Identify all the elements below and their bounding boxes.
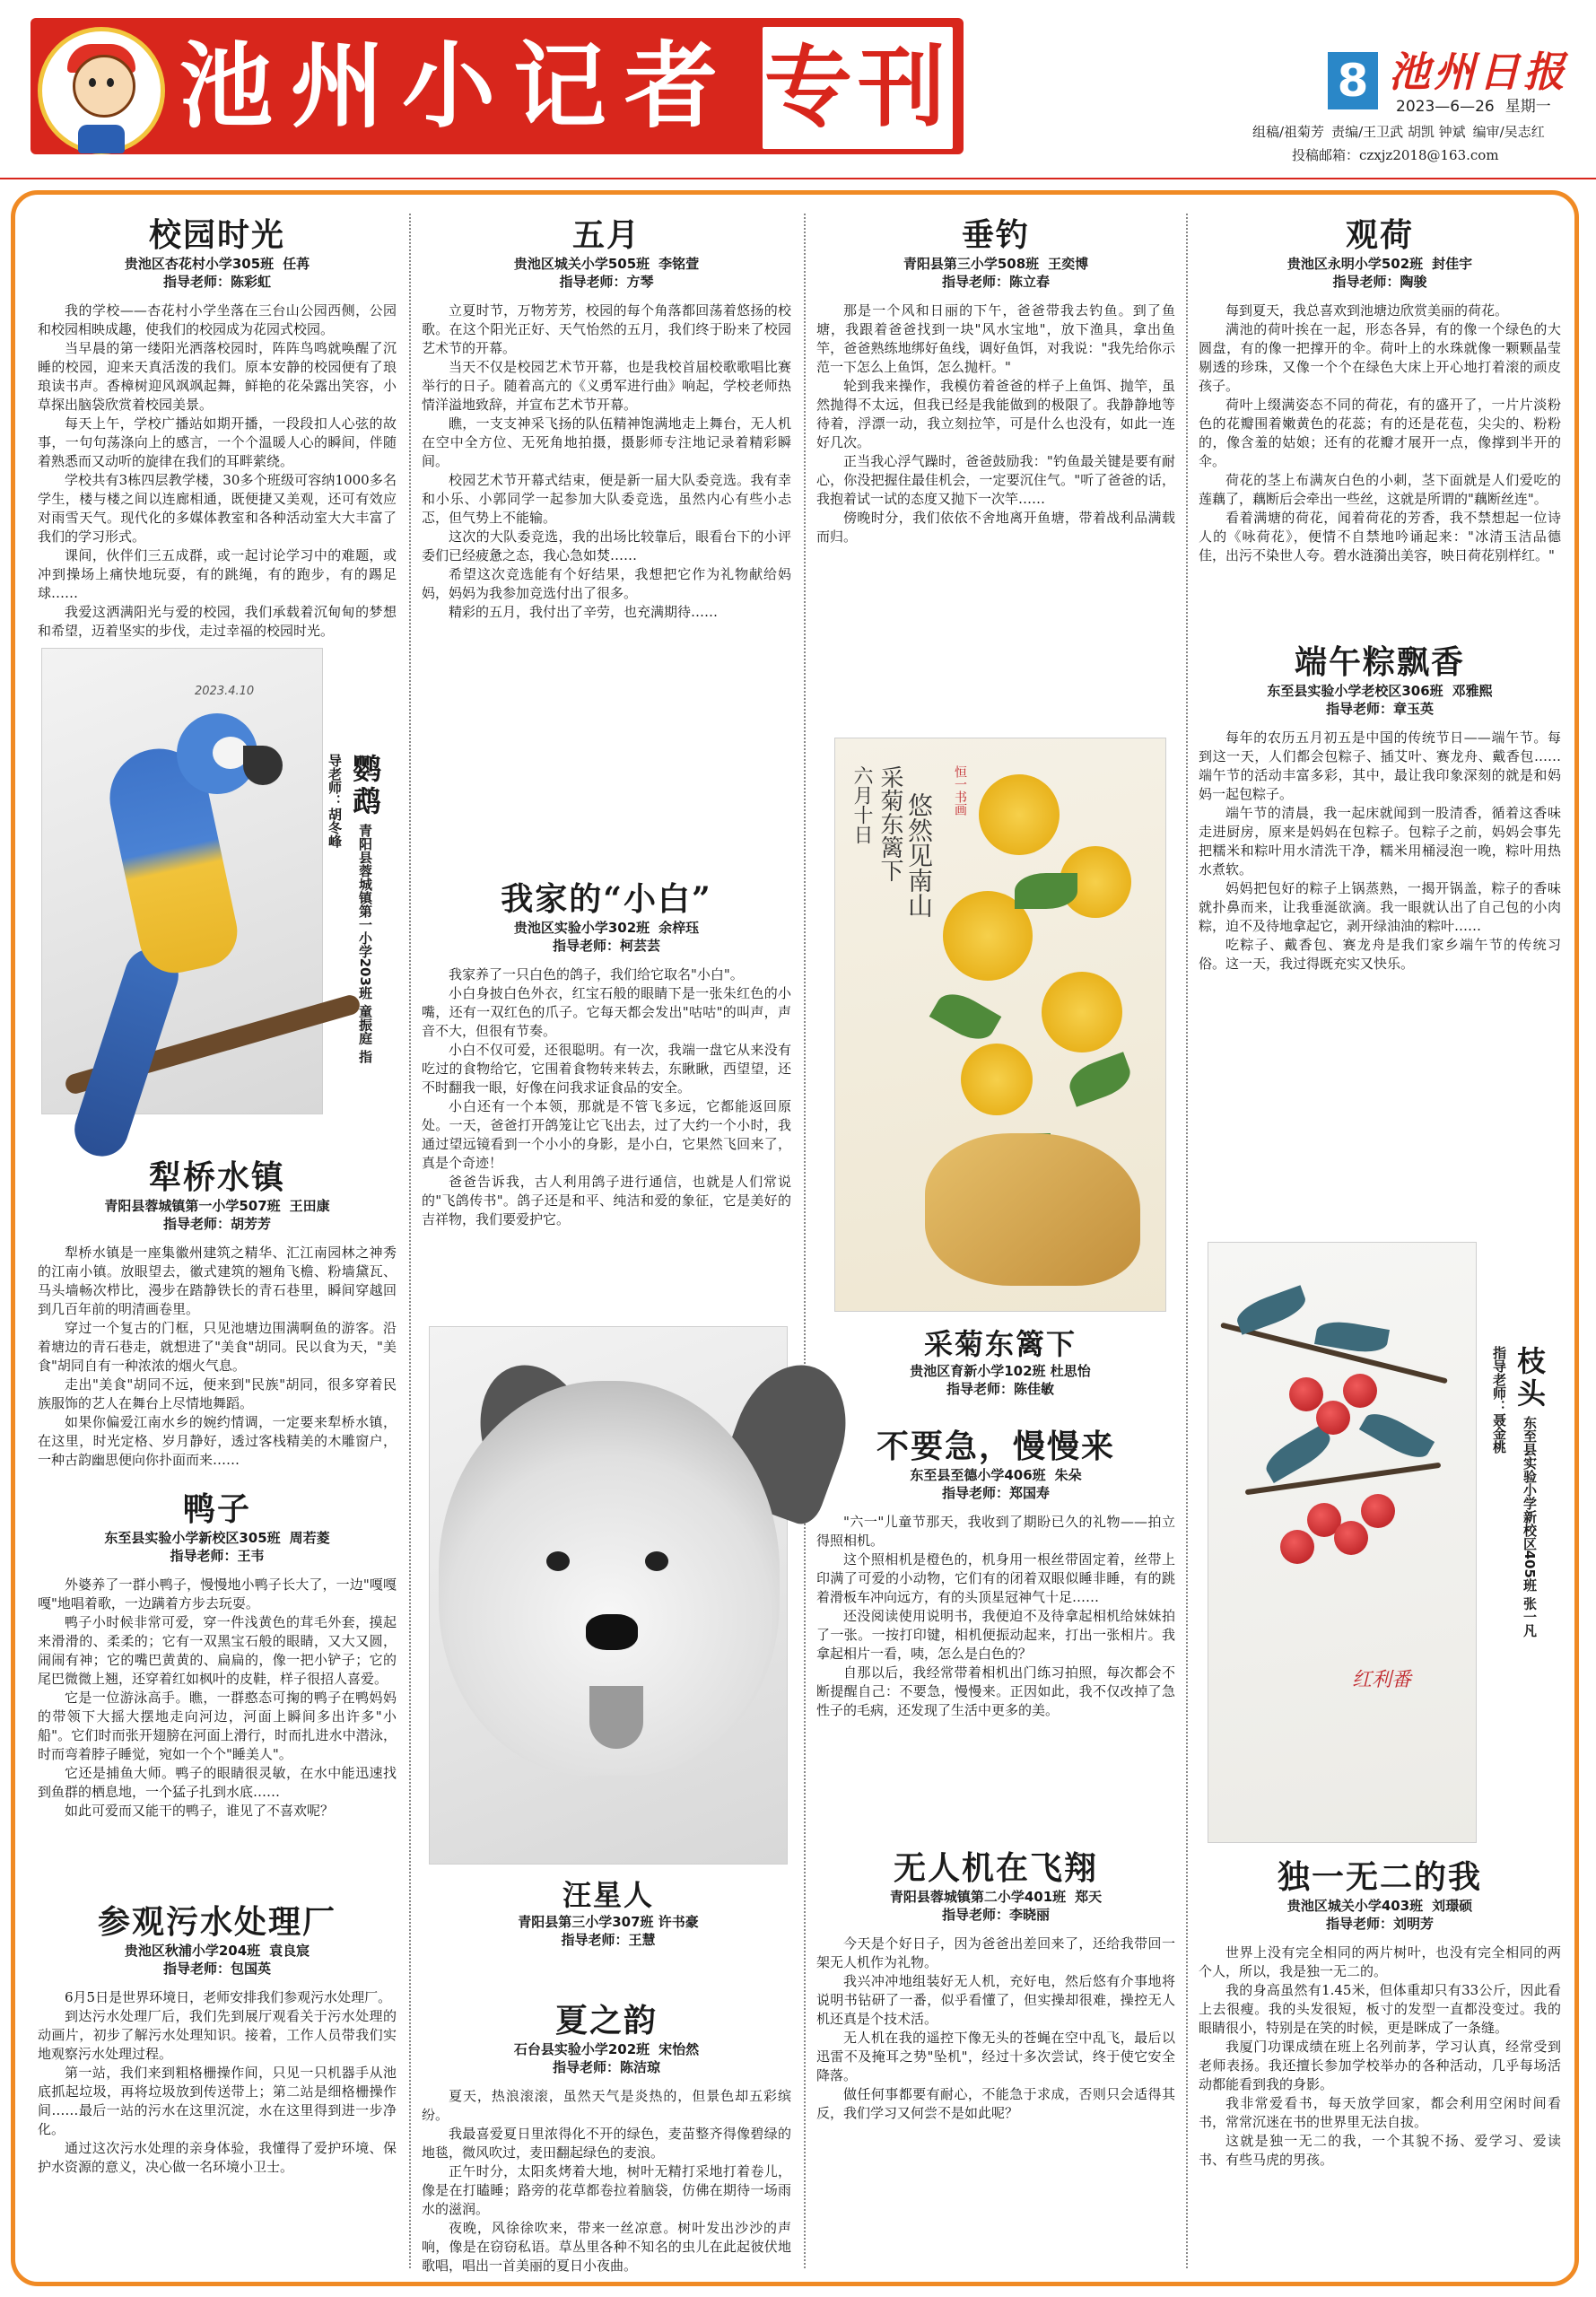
illustration-lychee-branch xyxy=(1208,1242,1477,1843)
paragraph: 我家养了一只白色的鸽子，我们给它取名"小白"。 xyxy=(449,966,744,983)
paragraph: 看着满塘的荷花，闻着荷花的芳香，我不禁想起一位诗人的《咏荷花》，便情不自禁地吟诵起来："冰清玉洁品德佳，出污不染世人夸。碧水涟漪出美容，映日荷花别样红。" xyxy=(1199,510,1561,563)
paragraph: 这次的大队委竞选，我的出场比较靠后，眼看台下的小评委们已经疲惫之态，我心急如焚…… xyxy=(422,528,791,563)
paragraph: 第一站，我们来到粗格栅操作间，只见一只机器手从池底抓起垃圾，再将垃圾放到传送带上；第二站是细格栅操作间……最后一站的污水在这里沉淀，水在这里得到进一步净化。 xyxy=(38,2065,397,2137)
article-body xyxy=(1199,301,1561,565)
paragraph: 校园艺术节开幕式结束，便是新一届大队委竞选。我有幸和小乐、小郭同学一起参加大队委竞选，虽然内心有些小忐忑，但气势上不能输。 xyxy=(422,472,791,526)
staff-duty: 责编/王卫武 胡凯 钟斌 xyxy=(1331,124,1466,140)
article-body xyxy=(38,301,397,641)
article-body xyxy=(38,1576,397,1821)
paragraph: 夏天，热浪滚滚，虽然天气是炎热的，但景色却五彩缤纷。 xyxy=(422,2088,791,2123)
artwork-signature: 2023.4.10 xyxy=(195,685,255,698)
article-title: 垂钓 xyxy=(961,216,1030,254)
paragraph: 小白还有一个本领，那就是不管飞多远，它都能返回原处。一天，爸爸打开鸽笼让它飞出去，过了大约一个小时，我通过望远镜看到一个小小的身影，是小白，它果然飞回来了，真是个奇迹！ xyxy=(422,1098,791,1171)
article xyxy=(38,215,397,655)
paragraph: 每到夏天，我总喜欢到池塘边欣赏美丽的荷花。 xyxy=(1225,302,1509,319)
article-byline: 石台县实验小学202班 宋怡然 xyxy=(513,2041,700,2057)
article xyxy=(1199,215,1561,637)
article-title: 不要急，慢慢来 xyxy=(876,1428,1115,1465)
paragraph: 它还是捕鱼大师。鸭子的眼睛很灵敏，在水中能迅速找到鱼群的栖息地，一个猛子扎到水底…… xyxy=(38,1765,397,1800)
column-divider xyxy=(1186,214,1188,2268)
paragraph: 夜晚，风徐徐吹来，带来一丝凉意。树叶发出沙沙的声响，像是在窃窃私语。草丛里各种不知名的虫儿在此起彼伏地歌唱，唱出一首美丽的夏日小夜曲。 xyxy=(422,2220,791,2274)
paragraph: 正午时分，太阳炙烤着大地，树叶无精打采地打着卷儿，像是在打瞌睡；路旁的花草都卷拉着脑袋，仿佛在期待一场雨水的滋润。 xyxy=(422,2163,791,2217)
article-advisor: 指导老师：方琴 xyxy=(559,274,654,290)
article-title: 独一无二的我 xyxy=(1277,1858,1482,1896)
article-advisor: 指导老师：李晓丽 xyxy=(941,1907,1050,1923)
illustration-caption xyxy=(1489,1346,1550,1651)
paragraph: 6月5日是世界环境日，老师安排我们参观污水处理厂。 xyxy=(65,1989,392,2005)
article-advisor: 指导老师：柯芸芸 xyxy=(552,938,660,954)
article-body xyxy=(816,1513,1175,1720)
article-advisor: 指导老师：王韦 xyxy=(170,1548,265,1564)
illustration-title: 汪星人 xyxy=(562,1878,654,1912)
illustration-byline: 贵池区育新小学102班 杜思怡 xyxy=(910,1363,1091,1379)
paragraph: 如果你偏爱江南水乡的婉约情调，一定要来犁桥水镇，在这里，时光定格、岁月静好，透过客栈精美的木雕窗户，一种古韵幽思便向你扑面而来…… xyxy=(38,1414,397,1468)
paragraph: 自那以后，我经常带着相机出门练习拍照，每次都会不断提醒自己：不要急，慢慢来。正因如此，我不仅改掉了急性子的毛病，还发现了生活中更多的美。 xyxy=(816,1664,1175,1718)
staff-design: 编审/吴志红 xyxy=(1472,124,1545,140)
article-byline: 贵池区秋浦小学204班 袁良宸 xyxy=(124,1943,310,1959)
paragraph: 它是一位游泳高手。瞧，一群憨态可掬的鸭子在鸭妈妈的带领下大摇大摆地走向河边，河面上瞬间多出许多"小船"。它们时而张开翅膀在河面上滑行，时而扎进水中潜泳，时而弯着脖子睡觉，宛如一个个"睡美人"。 xyxy=(38,1690,397,1762)
section-label: 专刊 xyxy=(759,23,956,153)
article-title: 校园时光 xyxy=(148,216,285,254)
paragraph: 精彩的五月，我付出了辛劳，也充满期待…… xyxy=(449,604,719,620)
illustration-caption xyxy=(834,1326,1166,1398)
paragraph: 我的学校——杏花村小学坐落在三台山公园西侧，公园和校园相映成趣，使我们的校园成为花园式校园。 xyxy=(38,302,397,337)
paragraph: 每天上午，学校广播站如期开播，一段段扣人心弦的故事，一句句荡涤向上的感言，一个个温暖人心的瞬间，伴随着熟悉而又动听的旋律在我们的耳畔萦绕。 xyxy=(38,415,397,469)
article-body xyxy=(38,1988,397,2177)
illustration-advisor: 指导老师：陈佳敏 xyxy=(946,1381,1054,1397)
weekday-text: 星期一 xyxy=(1504,98,1551,116)
paragraph: 到达污水处理厂后，我们先到展厅观看关于污水处理的动画片，初步了解污水处理知识。接着，工作人员带我们实地观察污水处理过程。 xyxy=(38,2008,397,2062)
article xyxy=(1199,1857,1561,2270)
illustration-caption xyxy=(325,754,386,1077)
article-byline: 东至县至德小学406班 朱朵 xyxy=(910,1467,1082,1483)
paragraph: 做任何事都要有耐心，不能急于求成，否则只会适得其反，我们学习又何尝不是如此呢？ xyxy=(816,2086,1175,2121)
column-divider xyxy=(804,214,806,2268)
paragraph: 荷花的茎上布满灰白色的小刺，茎下面就是人们爱吃的莲藕了，藕断后会牵出一些丝，这就是所谓的"藕断丝连"。 xyxy=(1199,472,1561,507)
article-advisor: 指导老师：郑国寿 xyxy=(941,1485,1050,1501)
paragraph: 轮到我来操作，我模仿着爸爸的样子上鱼饵、抛竿，虽然抛得不太远，但我已经是我能做到的极限了。我静静地等待着，浮漂一动，我立刻拉竿，可是什么也没有，如此一连好几次。 xyxy=(816,378,1175,450)
artwork-seal: 恒一书画 xyxy=(953,765,967,816)
paragraph: 荷叶上缀满姿态不同的荷花，有的盛开了，一片片淡粉色的花瓣围着嫩黄色的花蕊；有的还是花苞，尖尖的、粉粉的，像含羞的姑娘；还有的花瓣才展开一点，像撑到半开的伞。 xyxy=(1199,397,1561,469)
illustration-chrysanthemum xyxy=(834,738,1166,1312)
paragraph: 瞧，一支支神采飞扬的队伍精神饱满地走上舞台，无人机在空中全方位、无死角地拍摄，摄影师专注地记录着精彩瞬间。 xyxy=(422,415,791,469)
paragraph: 鸭子小时候非常可爱，穿一件浅黄色的茸毛外套，摸起来滑滑的、柔柔的；它有一双黑宝石般的眼睛，又大又圆，闹闹有神；它的嘴巴黄黄的、扁扁的，像一把小铲子；它的尾巴微微上翘，还穿着红如枫叶的皮鞋，样子很招人喜爱。 xyxy=(38,1614,397,1687)
illustration-author: 童振庭 xyxy=(357,1004,373,1045)
paragraph: 我最喜爱夏日里浓得化不开的绿色，麦苗整齐得像碧绿的地毯，微风吹过，麦田翻起绿色的麦浪。 xyxy=(422,2126,791,2161)
paragraph: 立夏时节，万物芳芳，校园的每个角落都回荡着悠扬的校歌。在这个阳光正好、天气怡然的五月，我们终于盼来了校园艺术节的开幕。 xyxy=(422,302,791,356)
article-byline: 贵池区永明小学502班 封佳宇 xyxy=(1286,256,1473,272)
paragraph: 当天不仅是校园艺术节开幕，也是我校首届校歌歌唱比赛举行的日子。随着高亢的《义勇军进行曲》响起，学校老师热情洋溢地致辞，并宣布艺术节开幕。 xyxy=(422,359,791,413)
masthead-title: 池州小记者 xyxy=(179,31,737,141)
paragraph: 世界上没有完全相同的两片树叶，也没有完全相同的两个人，所以，我是独一无二的。 xyxy=(1199,1944,1561,1979)
mascot-reporter-icon xyxy=(38,27,165,154)
masthead-rule xyxy=(0,178,1596,179)
article xyxy=(422,2001,791,2274)
paragraph: 我厦门功课成绩在班上名列前茅，学习认真，经常受到老师表扬。我还擅长参加学校举办的各种活动，几乎每场活动都能看到我的身影。 xyxy=(1199,2039,1561,2092)
article-byline: 贵池区城关小学505班 李铭萱 xyxy=(513,256,700,272)
illustration-caption xyxy=(429,1877,788,1949)
paragraph: 正当我心浮气躁时，爸爸鼓励我："钓鱼最关键是要有耐心，你没把握住最佳机会，一定要沉住气。"听了爸爸的话，我抱着试一试的态度又抛下一次竿…… xyxy=(816,453,1175,507)
article-title: 无人机在飞翔 xyxy=(893,1849,1098,1887)
column-divider xyxy=(409,214,411,2268)
paragraph: 还没阅读使用说明书，我便迫不及待拿起相机给妹妹拍了一张。一按打印键，相机便振动起来，打出一张相片。我拿起相片一看，咦，怎么是白色的？ xyxy=(816,1608,1175,1662)
article xyxy=(1199,642,1561,1226)
artwork-inscription: 采菊东篱下 xyxy=(876,765,903,882)
paragraph: 傍晚时分，我们依依不舍地离开鱼塘，带着战利品满载而归。 xyxy=(816,510,1175,545)
paragraph: 我爱这洒满阳光与爱的校园，我们承载着沉甸甸的梦想和希望，迈着坚实的步伐，走过幸福的校园时光。 xyxy=(38,604,397,639)
artwork-inscription-date: 六月十日 xyxy=(850,765,873,844)
staff-editors: 组稿/祖菊芳 xyxy=(1252,124,1325,140)
staff-credits xyxy=(1252,122,1593,141)
article-title: 夏之韵 xyxy=(554,2002,658,2039)
article-body xyxy=(816,1935,1175,2123)
article xyxy=(38,1157,397,1468)
paragraph: 那是一个风和日丽的下午，爸爸带我去钓鱼。到了鱼塘，我跟着爸爸找到一块"风水宝地"，放下渔具，拿出鱼竿，爸爸熟练地绑好鱼线，调好鱼饵，对我说："我先给你示范一下怎么上鱼饵，怎么抛杆。" xyxy=(816,302,1175,375)
paragraph: "六一"儿童节那天，我收到了期盼已久的礼物——拍立得照相机。 xyxy=(816,1514,1175,1549)
article-title: 五月 xyxy=(571,216,641,254)
article-body xyxy=(816,301,1175,546)
article-advisor: 指导老师：包国英 xyxy=(162,1961,271,1977)
paragraph: 小白不仅可爱，还很聪明。有一次，我端一盘它从来没有吃过的食物给它，它围着食物转来转去，东瞅瞅，西望望，还不时翻我一眼，好像在问我求证食品的安全。 xyxy=(422,1042,791,1096)
illustration-author: 张一凡 xyxy=(1522,1596,1538,1638)
illustration-title: 枝头 xyxy=(1513,1346,1547,1411)
paragraph: 我非常爱看书，每天放学回家，都会利用空闲时间看书，常常沉迷在书的世界里无法自拔。 xyxy=(1199,2095,1561,2130)
article-advisor: 指导老师：刘明芳 xyxy=(1325,1916,1434,1932)
article xyxy=(816,1848,1175,2270)
submission-email: 投稿邮箱：czxjz2018@163.com xyxy=(1292,147,1499,163)
article-byline: 青阳县蓉城镇第一小学507班 王田康 xyxy=(104,1198,330,1214)
paragraph: 通过这次污水处理的亲身体验，我懂得了爱护环境、保护水资源的意义，决心做一名环境小卫士。 xyxy=(38,2140,397,2175)
paragraph: 希望这次竞选能有个好结果，我想把它作为礼物献给妈妈，妈妈为我参加竞选付出了很多。 xyxy=(422,566,791,601)
publication-date xyxy=(1396,93,1593,116)
article-title: 我家的“小白” xyxy=(501,880,712,918)
paragraph: 课间，伙伴们三五成群，或一起讨论学习中的难题，或冲到操场上痛快地玩耍，有的跳绳，有的跑步，有的踢足球…… xyxy=(38,547,397,601)
article-body xyxy=(38,1244,397,1470)
paragraph: 这个照相机是橙色的，机身用一根丝带固定着，丝带上印满了可爱的小动物，它们有的闭着双眼似睡非睡，有的跳着滑板车冲向远方，有的头顶星冠神气十足…… xyxy=(816,1551,1175,1605)
article xyxy=(816,1427,1175,1830)
illustration-dog xyxy=(429,1326,788,1865)
article xyxy=(422,879,791,1310)
paragraph: 爸爸告诉我，古人利用鸽子进行通信，也就是人们常说的"飞鸽传书"。鸽子还是和平、纯洁和爱的象征，它是美好的吉祥物，我们要爱护它。 xyxy=(422,1174,791,1227)
article xyxy=(38,1902,397,2270)
article-advisor: 指导老师：陈彩虹 xyxy=(162,274,271,290)
article-body xyxy=(1199,729,1561,974)
article-byline: 贵池区实验小学302班 余梓珏 xyxy=(513,920,700,936)
illustration-school: 东至县实验小学新校区405班 xyxy=(1522,1415,1538,1592)
article-byline: 贵池区城关小学403班 刘璟硕 xyxy=(1286,1898,1473,1914)
paragraph: 妈妈把包好的粽子上锅蒸熟，一揭开锅盖，粽子的香味就扑鼻而来，让我垂涎欲滴。我一眼就认出了自己包的小肉粽，迫不及待地拿起它，剥开绿油油的粽叶…… xyxy=(1199,880,1561,934)
artwork-inscription: 悠然见南山 xyxy=(904,792,934,918)
paragraph: 学校共有3栋四层教学楼，30多个班级可容纳1000多名学生，楼与楼之间以连廊相通，既便捷又美观，还可有效应对雨雪天气。现代化的多媒体教室和各种活动室大大丰富了我们的学习形式。 xyxy=(38,472,397,545)
article-advisor: 指导老师：陶骏 xyxy=(1332,274,1427,290)
article-advisor: 指导老师：胡芳芳 xyxy=(162,1216,271,1232)
paragraph: 我的身高虽然有1.45米，但体重却只有33公斤，因此看上去很瘦。我的头发很短，板寸的发型一直都没变过。我的眼睛很小，特别是在笑的时候，更是眯成了一条缝。 xyxy=(1199,1982,1561,2036)
article-byline: 贵池区杏花村小学305班 任苒 xyxy=(124,256,310,272)
article-advisor: 指导老师：章玉英 xyxy=(1325,701,1434,717)
article xyxy=(816,215,1175,718)
paragraph: 这就是独一无二的我，一个其貌不扬、爱学习、爱读书、有些马虎的男孩。 xyxy=(1199,2133,1561,2168)
article-title: 参观污水处理厂 xyxy=(97,1903,336,1941)
article-title: 犁桥水镇 xyxy=(148,1158,285,1196)
illustration-advisor: 指导老师：胡冬峰 xyxy=(327,754,373,1064)
article-title: 观荷 xyxy=(1345,216,1414,254)
paragraph: 无人机在我的遥控下像无头的苍蝇在空中乱飞，最后以迅雷不及掩耳之势"坠机"，经过十多次尝试，终于使它安全降落。 xyxy=(816,2030,1175,2083)
paragraph: 每年的农历五月初五是中国的传统节日——端午节。每到这一天，人们都会包粽子、插艾叶、赛龙舟、戴香包……端午节的活动丰富多彩，其中，最让我印象深刻的就是和妈妈一起包粽子。 xyxy=(1199,729,1561,802)
article-byline: 东至县实验小学老校区306班 邓雅熙 xyxy=(1267,683,1493,699)
article-title: 端午粽飘香 xyxy=(1294,643,1465,681)
paragraph: 我兴冲冲地组装好无人机，充好电，然后悠有介事地将说明书钻研了一番，似乎看懂了，但实操却很难，操控无人机还真是个技术活。 xyxy=(816,1973,1175,2027)
article-body xyxy=(1199,1943,1561,2170)
article-byline: 青阳县第三小学508班 王奕博 xyxy=(903,256,1089,272)
article-advisor: 指导老师：陈立春 xyxy=(941,274,1050,290)
paragraph: 穿过一个复古的门框，只见池塘边围满啊鱼的游客。沿着塘边的青石巷走，就想进了"美食"胡同。民以食为天，"美食"胡同自有一种浓浓的烟火气息。 xyxy=(38,1320,397,1374)
article-byline: 青阳县蓉城镇第二小学401班 郑天 xyxy=(889,1889,1103,1905)
illustration-title: 鹦鹉 xyxy=(348,754,382,818)
illustration-byline: 青阳县第三小学307班 许书豪 xyxy=(518,1914,699,1930)
paragraph: 走出"美食"胡同不远，便来到"民族"胡同，很多穿着民族服饰的艺人在舞台上尽情地舞蹈。 xyxy=(38,1376,397,1411)
illustration-advisor: 指导老师：聂金桃 xyxy=(1491,1346,1507,1454)
illustration-advisor: 指导老师：王慧 xyxy=(561,1932,656,1948)
paragraph: 犁桥水镇是一座集徽州建筑之精华、汇江南园林之神秀的江南小镇。放眼望去，徽式建筑的翘角飞檐、粉墙黛瓦、马头墙畅次栉比，漫步在踏静铁长的青石巷里，瞬间穿越回到几百年前的明清画卷里。 xyxy=(38,1245,397,1317)
date-text: 2023—6—26 xyxy=(1396,98,1495,116)
article xyxy=(422,215,791,861)
article-title: 鸭子 xyxy=(182,1490,251,1528)
paragraph: 外婆养了一群小鸭子，慢慢地小鸭子长大了，一边"嘎嘎嘎"地唱着歌，一边蹒着方步去玩耍。 xyxy=(38,1576,397,1611)
article-advisor: 指导老师：陈洁琼 xyxy=(552,2059,660,2075)
article xyxy=(38,1489,397,1884)
paragraph: 满池的荷叶挨在一起，形态各异，有的像一个绿色的大圆盘，有的像一把撑开的伞。荷叶上的水珠就像一颗颗晶莹剔透的珍珠，又像一个个在绿色大床上开心地打着滚的顽皮孩子。 xyxy=(1199,321,1561,394)
page-number: 8 xyxy=(1328,52,1378,109)
masthead xyxy=(0,0,1596,179)
article-body xyxy=(422,301,791,622)
paragraph: 如此可爱而又能干的鸭子，谁见了不喜欢呢？ xyxy=(65,1803,335,1819)
paragraph: 端午节的清晨，我一起床就闻到一股清香，循着这香味走进厨房，原来是妈妈在包粽子。包粽子之前，妈妈会事先把糯米和粽叶用水清洗干净，糯米用桶浸泡一晚，粽叶用热水煮软。 xyxy=(1199,805,1561,878)
paragraph: 小白身披白色外衣，红宝石般的眼睛下是一张朱红色的小嘴，还有一双红色的爪子。它每天都会发出"咕咕"的叫声，声音不大，但很有节奏。 xyxy=(422,985,791,1039)
illustration-title: 采菊东篱下 xyxy=(923,1327,1077,1361)
artwork-inscription: 红利番 xyxy=(1352,1669,1412,1691)
paragraph: 今天是个好日子，因为爸爸出差回来了，还给我带回一架无人机作为礼物。 xyxy=(816,1935,1175,1970)
illustration-school: 青阳县蓉城镇第一小学203班 xyxy=(357,823,373,1000)
article-byline: 东至县实验小学新校区305班 周若菱 xyxy=(104,1530,330,1546)
paragraph: 当早晨的第一缕阳光洒落校园时，阵阵鸟鸣就唤醒了沉睡的校园，迎来天真活泼的我们。原本安静的校园便有了琅琅读书声。香樟树迎风飒飒起舞，鲜艳的花朵露出笑容，小草探出脑袋欣赏着校园美景。 xyxy=(38,340,397,413)
illustration-parrot xyxy=(41,648,323,1114)
paragraph: 吃粽子、戴香包、赛龙舟是我们家乡端午节的传统习俗。这一天，我过得既充实又快乐。 xyxy=(1199,937,1561,972)
article-body xyxy=(422,965,791,1229)
paper-name-logo: 池州日报 xyxy=(1389,48,1568,96)
article-body xyxy=(422,2087,791,2275)
